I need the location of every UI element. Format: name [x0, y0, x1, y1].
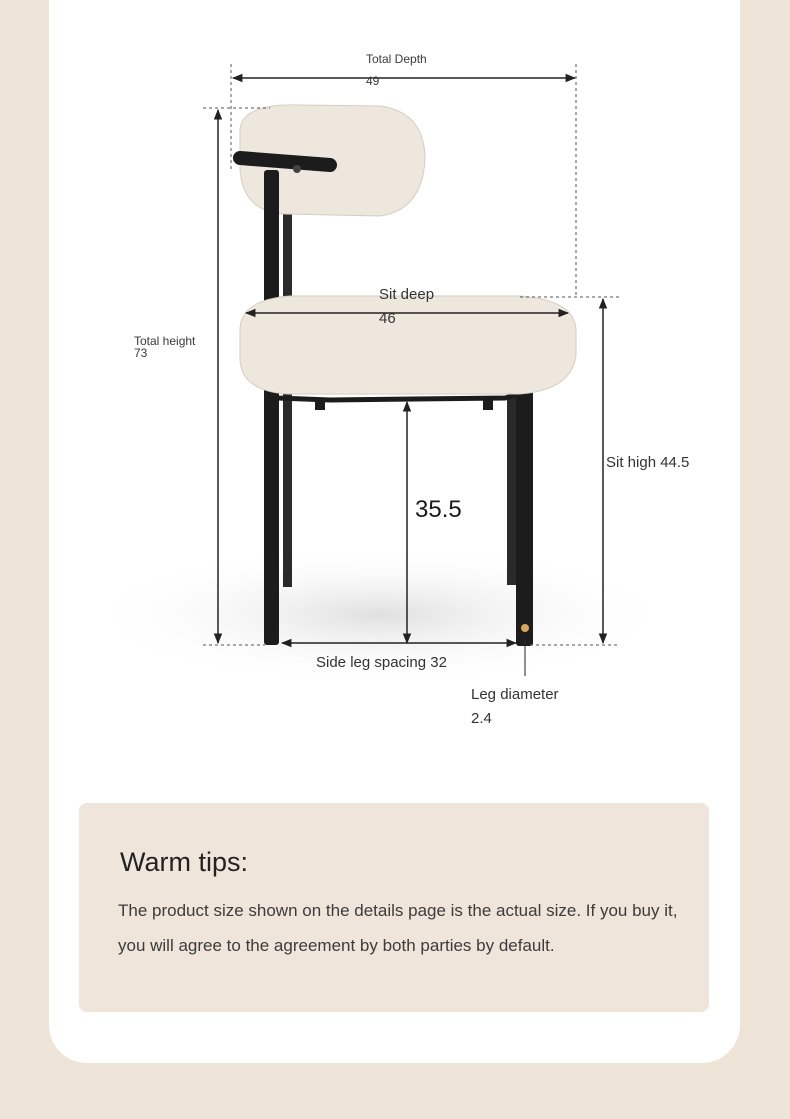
sit-deep-value: 46: [379, 310, 396, 327]
side-leg-spacing-label: Side leg spacing 32: [316, 654, 447, 671]
sit-deep-label: Sit deep: [379, 286, 435, 303]
warm-tips-body: The product size shown on the details page is the actual size. If you buy it, you will agree to the agreement by both parties by default.: [118, 901, 678, 955]
total-height-value: 73: [134, 346, 148, 360]
warm-tips-box: [79, 803, 709, 1012]
leg-diameter-value: 2.4: [471, 710, 492, 727]
under-seat-height-label: 35.5: [415, 496, 462, 523]
total-depth-label: Total Depth: [366, 52, 427, 66]
total-height-label: Total height: [134, 334, 196, 348]
warm-tips-title: Warm tips:: [120, 847, 248, 877]
leg-diameter-label: Leg diameter: [471, 686, 559, 703]
total-depth-value: 49: [366, 74, 380, 88]
sit-high-label: Sit high 44.5: [606, 454, 690, 471]
